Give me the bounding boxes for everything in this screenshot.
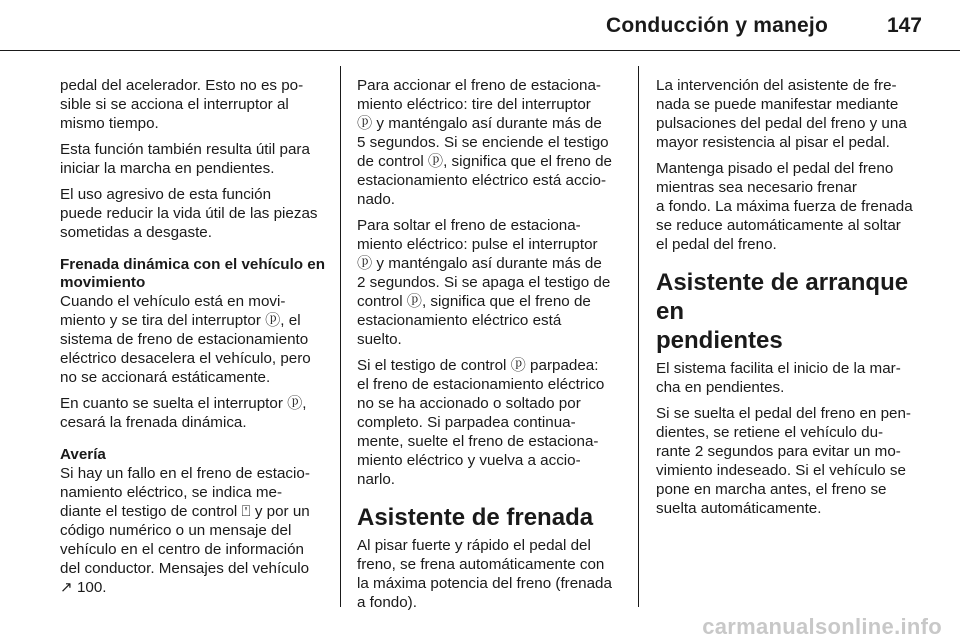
paragraph: El sistema facilita el inicio de la mar- cha en pendientes. [656,360,901,396]
paragraph: Esta función también resulta útil para iniciar la marcha en pendientes. [60,141,310,177]
watermark: carmanualsonline.info [702,614,942,639]
heading-hill-start-assist: Asistente de arranque en pendientes [656,269,909,354]
paragraph: Si hay un fallo en el freno de estacio- namiento eléctrico, se indica me- diante el testigo de control ⍞ y por un código numérico o un mensaje del vehículo en el centro de información del conductor. Mensajes del vehículo ↗ 100. [60,465,310,596]
text-column-3 [656,76,924,525]
text-column-2 [357,76,623,619]
paragraph: En cuanto se suelta el interruptor ⓟ, cesará la frenada dinámica. [60,395,307,431]
paragraph: El uso agresivo de esta función puede reducir la vida útil de las piezas sometidas a desgaste. [60,186,318,241]
column-divider-2 [638,66,639,607]
subheading-fault: Avería [60,446,106,463]
paragraph: Si se suelta el pedal del freno en pen- dientes, se retiene el vehículo du- rante 2 segundos para evitar un mo- vimiento indeseado. Si el vehículo se pone en marcha antes, el freno se suelta automáticamente. [656,405,911,517]
paragraph: pedal del acelerador. Esto no es po- sible si se acciona el interruptor al mismo tiempo. [60,77,304,132]
heading-brake-assist: Asistente de frenada [357,504,594,531]
text-column-1 [60,76,326,604]
section-title: Conducción y manejo [606,14,828,37]
paragraph: La intervención del asistente de fre- nada se puede manifestar mediante pulsaciones del pedal del freno y una mayor resistencia al pisar el pedal. [656,77,907,151]
paragraph: Mantenga pisado el pedal del freno mientras sea necesario frenar a fondo. La máxima fuerza de frenada se reduce automáticamente al soltar el pedal del freno. [656,160,913,253]
paragraph: Si el testigo de control ⓟ parpadea: el freno de estacionamiento eléctrico no se ha accionado o soltado por completo. Si parpadea continua- mente, suelte el freno de estaciona- miento eléctrico y vuelva a accio- narlo. [357,357,605,488]
subheading-dynamic-braking: Frenada dinámica con el vehículo en movimiento [60,256,326,291]
paragraph: Para accionar el freno de estaciona- miento eléctrico: tire del interruptor ⓟ y manténgalo así durante más de 5 segundos. Si se enciende el testigo de control ⓟ, significa que el freno de estacionamiento eléctrico está accio- nado. [357,77,612,208]
paragraph: Para soltar el freno de estaciona- miento eléctrico: pulse el interruptor ⓟ y manténgalo así durante más de 2 segundos. Si se apaga el testigo de control ⓟ, significa que el freno de estacionamiento eléctrico está suelto. [357,217,611,348]
header-divider [0,50,960,51]
page-number: 147 [886,14,922,37]
column-divider-1 [340,66,341,607]
paragraph: Al pisar fuerte y rápido el pedal del freno, se frena automáticamente con la máxima potencia del freno (frenada a fondo). [357,537,612,611]
paragraph: Cuando el vehículo está en movi- miento y se tira del interruptor ⓟ, el sistema de freno de estacionamiento eléctrico desacelera el vehículo, pero no se accionará estáticamente. [60,293,311,386]
